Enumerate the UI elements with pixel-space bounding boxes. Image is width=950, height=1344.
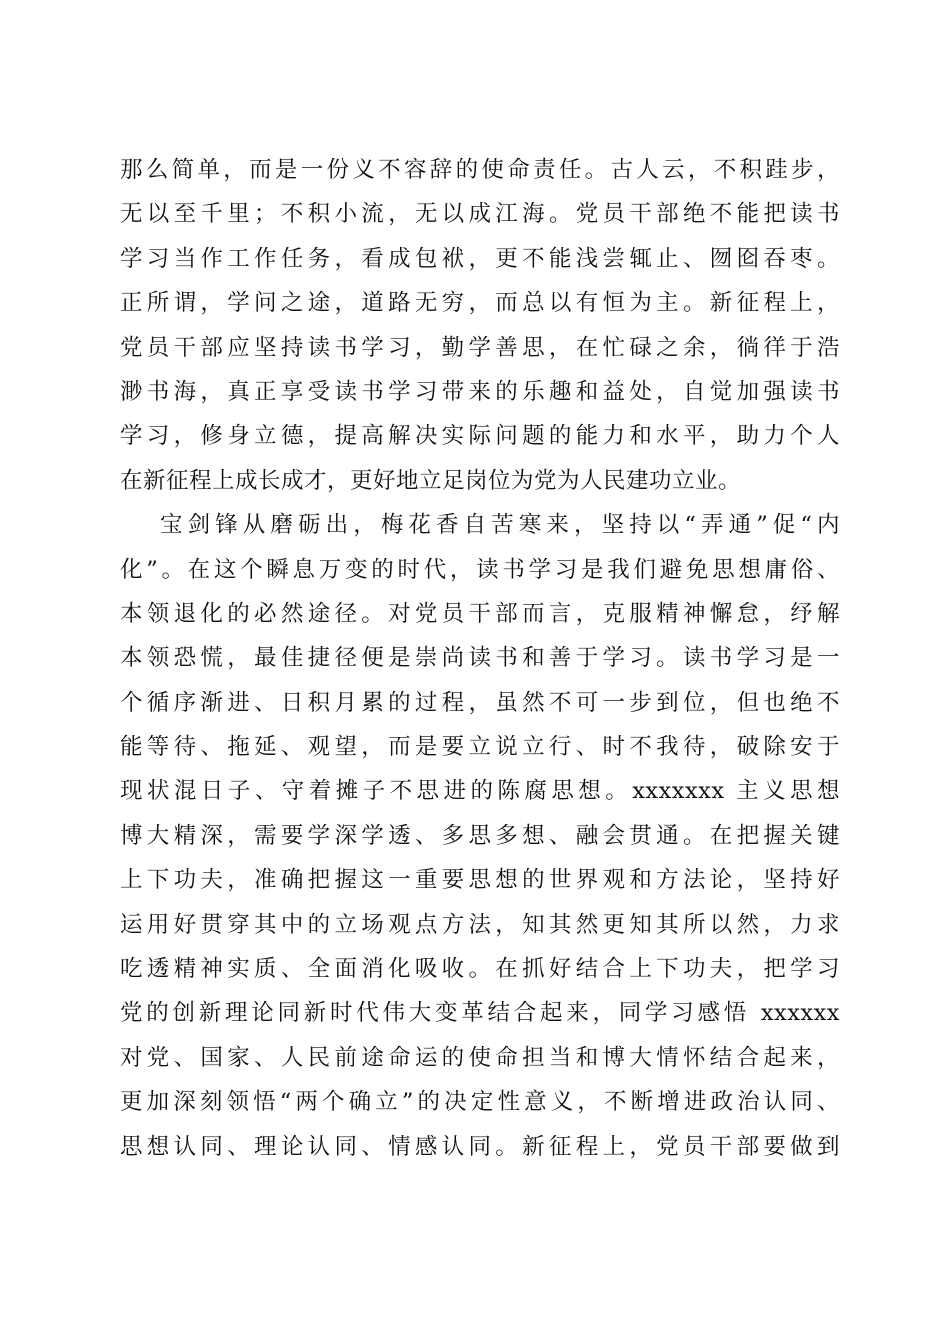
text-line: 无以至千里；不积小流，无以成江海。党员干部绝不能把读书 [120, 201, 840, 228]
text-line: 学习，修身立德，提高解决实际问题的能力和水平，助力个人 [120, 423, 840, 450]
text-line: 在新征程上成长成才，更好地立足岗位为党为人民建功立业。 [120, 467, 742, 494]
text-line: 上下功夫，准确把握这一重要思想的世界观和方法论，坚持好 [120, 867, 840, 894]
body-text [120, 148, 840, 1169]
text-line: 个循序渐进、日积月累的过程，虽然不可一步到位，但也绝不 [120, 689, 840, 716]
text-line: 本领退化的必然途径。对党员干部而言，克服精神懈怠，纾解 [120, 600, 840, 627]
text-line: 那么简单，而是一份义不容辞的使命责任。古人云，不积跬步， [120, 157, 840, 183]
text-line: 对党、国家、人民前途命运的使命担当和博大情怀结合起来， [120, 1044, 840, 1071]
text-line: 思想认同、理论认同、情感认同。新征程上，党员干部要做到 [120, 1133, 840, 1160]
text-line: 吃透精神实质、全面消化吸收。在抓好结合上下功夫，把学习 [120, 956, 840, 983]
text-line: 学习当作工作任务，看成包袱，更不能浅尝辄止、囫囵吞枣。 [120, 245, 840, 272]
text-line: 化”。在这个瞬息万变的时代，读书学习是我们避免思想庸俗、 [120, 556, 840, 583]
paragraph-start-line: 宝剑锋从磨砺出，梅花香自苦寒来，坚持以“弄通”促“内 [160, 512, 840, 539]
text-line: 渺书海，真正享受读书学习带来的乐趣和益处，自觉加强读书 [120, 378, 840, 405]
text-line: 能等待、拖延、观望，而是要立说立行、时不我待，破除安于 [120, 734, 840, 761]
text-line: 党的创新理论同新时代伟大变革结合起来，同学习感悟 xxxxxx [120, 1000, 840, 1027]
text-line: 党员干部应坚持读书学习，勤学善思，在忙碌之余，徜徉于浩 [120, 334, 840, 361]
text-line: 更加深刻领悟“两个确立”的决定性意义，不断增进政治认同、 [120, 1089, 840, 1116]
text-line: 现状混日子、守着摊子不思进的陈腐思想。xxxxxxx 主义思想 [120, 778, 840, 805]
text-line: 博大精深，需要学深学透、多思多想、融会贯通。在把握关键 [120, 822, 840, 849]
text-line: 正所谓，学问之途，道路无穷，而总以有恒为主。新征程上， [120, 290, 840, 317]
text-line: 本领恐慌，最佳捷径便是崇尚读书和善于学习。读书学习是一 [120, 645, 840, 672]
text-line: 运用好贯穿其中的立场观点方法，知其然更知其所以然，力求 [120, 911, 840, 938]
